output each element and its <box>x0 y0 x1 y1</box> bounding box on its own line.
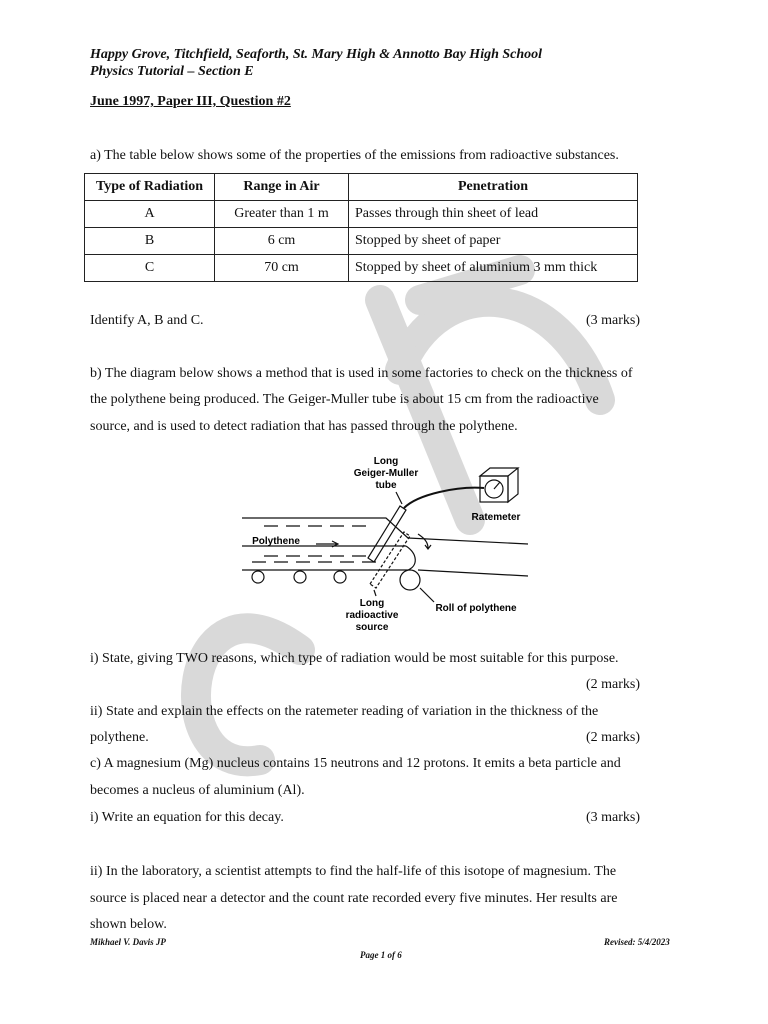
table-cell: Stopped by sheet of paper <box>349 228 638 255</box>
table-row <box>85 228 638 255</box>
part-b-question-i: i) State, giving TWO reasons, which type of radiation would be most suitable for this purpose. <box>90 651 619 666</box>
page-prefix: Page <box>360 950 381 960</box>
table-row <box>85 255 638 282</box>
table-header-row <box>85 174 638 201</box>
label-polythene: Polythene <box>252 536 300 547</box>
label-source-line3: source <box>355 622 389 633</box>
part-a-marks: (3 marks) <box>586 313 641 328</box>
label-tube-line1: Long <box>373 456 399 467</box>
part-a-task: Identify A, B and C. <box>90 313 204 328</box>
part-c-question-ii-line2: source is placed near a detector and the count rate recorded every five minutes. Her results are <box>90 891 618 906</box>
part-c-line2: becomes a nucleus of aluminium (Al). <box>90 783 305 798</box>
footer-revised: Revised: 5/4/2023 <box>604 937 670 947</box>
table-header: Type of Radiation <box>85 174 215 201</box>
roller <box>334 571 346 583</box>
page-mid: of <box>385 950 398 960</box>
label-ratemeter: Ratemeter <box>471 512 521 523</box>
question-title: June 1997, Paper III, Question #2 <box>90 94 291 109</box>
radioactive-source <box>370 532 410 588</box>
table-header: Penetration <box>349 174 638 201</box>
part-a-intro: a) The table below shows some of the properties of the emissions from radioactive substances. <box>90 148 619 163</box>
page-current: 1 <box>380 950 386 960</box>
geiger-muller-tube <box>368 506 406 562</box>
page-number <box>360 950 402 960</box>
tutorial-subtitle: Physics Tutorial – Section E <box>90 64 254 79</box>
table-cell: C <box>85 255 215 282</box>
table-cell: Greater than 1 m <box>215 201 349 228</box>
part-c-question-i: i) Write an equation for this decay. <box>90 810 284 825</box>
label-source-line2: radioactive <box>345 610 399 621</box>
part-b-question-ii-line1: ii) State and explain the effects on the ratemeter reading of variation in the thickness of the <box>90 704 599 719</box>
part-c-question-ii-line3: shown below. <box>90 917 167 932</box>
label-roll: Roll of polythene <box>435 603 517 614</box>
part-b-line3: source, and is used to detect radiation that has passed through the polythene. <box>90 419 518 434</box>
table-cell: 6 cm <box>215 228 349 255</box>
polythene-sheet <box>242 518 408 538</box>
roller <box>294 571 306 583</box>
table-cell: A <box>85 201 215 228</box>
table-cell: Stopped by sheet of aluminium 3 mm thick <box>349 255 638 282</box>
radiation-table <box>84 173 638 282</box>
page-total: 6 <box>397 950 402 960</box>
part-c-i-marks: (3 marks) <box>586 810 641 825</box>
table-row <box>85 201 638 228</box>
thickness-gauge-diagram <box>228 446 540 638</box>
table-cell: B <box>85 228 215 255</box>
part-c-question-ii-line1: ii) In the laboratory, a scientist attempts to find the half-life of this isotope of magnesium. The <box>90 864 617 879</box>
part-c-line1: c) A magnesium (Mg) nucleus contains 15 neutrons and 12 protons. It emits a beta particle and <box>90 756 621 771</box>
table-header: Range in Air <box>215 174 349 201</box>
part-b-line1: b) The diagram below shows a method that is used in some factories to check on the thickness of <box>90 366 633 381</box>
part-b-question-ii-line2: polythene. <box>90 730 149 745</box>
roller <box>252 571 264 583</box>
part-b-i-marks: (2 marks) <box>586 677 641 692</box>
part-b-line2: the polythene being produced. The Geiger-Muller tube is about 15 cm from the radioactive <box>90 392 599 407</box>
table-cell: 70 cm <box>215 255 349 282</box>
footer-author: Mikhael V. Davis JP <box>90 937 166 947</box>
label-source-line1: Long <box>359 598 385 609</box>
polythene-roll <box>400 570 420 590</box>
label-tube-line3: tube <box>375 480 397 491</box>
table-cell: Passes through thin sheet of lead <box>349 201 638 228</box>
label-tube-line2: Geiger-Muller <box>353 468 419 479</box>
part-b-ii-marks: (2 marks) <box>586 730 641 745</box>
school-header: Happy Grove, Titchfield, Seaforth, St. Mary High & Annotto Bay High School <box>90 47 543 62</box>
